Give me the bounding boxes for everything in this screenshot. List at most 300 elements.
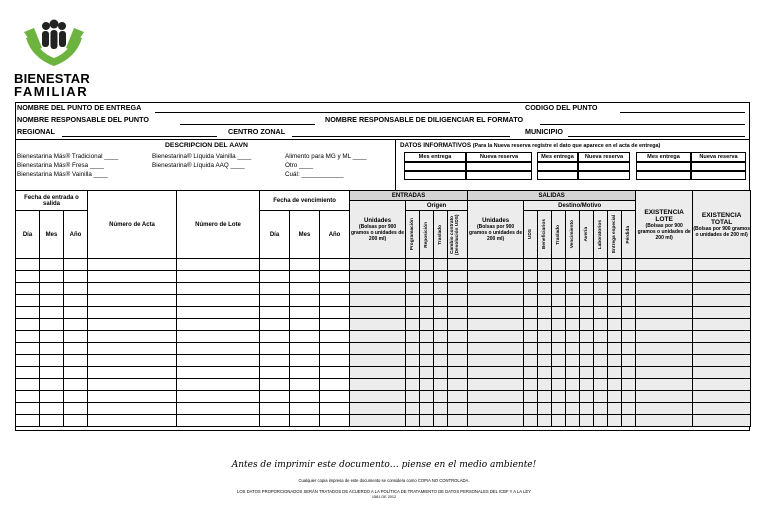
table-cell[interactable]	[580, 331, 594, 343]
mes-entrega-cell[interactable]	[636, 162, 691, 171]
table-cell[interactable]	[177, 379, 260, 391]
table-cell[interactable]	[622, 391, 636, 403]
mes-entrega-cell[interactable]	[404, 171, 466, 180]
table-cell[interactable]	[524, 319, 538, 331]
aavn-item[interactable]: Bienestarina Más® Vainilla ____	[17, 171, 108, 178]
table-cell[interactable]	[16, 319, 40, 331]
table-cell[interactable]	[636, 319, 693, 331]
table-cell[interactable]	[552, 367, 566, 379]
table-cell[interactable]	[434, 307, 448, 319]
table-cell[interactable]	[594, 283, 608, 295]
table-cell[interactable]	[177, 415, 260, 427]
table-cell[interactable]	[448, 307, 468, 319]
table-cell[interactable]	[566, 319, 580, 331]
table-cell[interactable]	[448, 355, 468, 367]
table-cell[interactable]	[538, 391, 552, 403]
table-cell[interactable]	[350, 355, 406, 367]
table-cell[interactable]	[594, 355, 608, 367]
table-cell[interactable]	[88, 271, 177, 283]
table-cell[interactable]	[88, 283, 177, 295]
table-cell[interactable]	[693, 367, 751, 379]
table-cell[interactable]	[524, 259, 538, 271]
table-cell[interactable]	[524, 367, 538, 379]
table-cell[interactable]	[88, 367, 177, 379]
table-cell[interactable]	[636, 307, 693, 319]
table-cell[interactable]	[177, 355, 260, 367]
table-cell[interactable]	[566, 391, 580, 403]
table-cell[interactable]	[566, 355, 580, 367]
regional-field[interactable]	[62, 136, 217, 137]
table-cell[interactable]	[406, 415, 420, 427]
table-cell[interactable]	[434, 319, 448, 331]
table-cell[interactable]	[40, 367, 64, 379]
table-cell[interactable]	[608, 331, 622, 343]
table-cell[interactable]	[40, 403, 64, 415]
table-cell[interactable]	[260, 271, 290, 283]
table-cell[interactable]	[177, 295, 260, 307]
table-cell[interactable]	[64, 415, 88, 427]
table-cell[interactable]	[693, 271, 751, 283]
table-cell[interactable]	[406, 355, 420, 367]
table-cell[interactable]	[693, 319, 751, 331]
table-cell[interactable]	[350, 319, 406, 331]
table-cell[interactable]	[350, 307, 406, 319]
table-cell[interactable]	[636, 403, 693, 415]
table-cell[interactable]	[406, 391, 420, 403]
table-cell[interactable]	[260, 259, 290, 271]
table-cell[interactable]	[290, 391, 320, 403]
table-cell[interactable]	[64, 343, 88, 355]
table-cell[interactable]	[64, 259, 88, 271]
table-cell[interactable]	[434, 403, 448, 415]
table-cell[interactable]	[622, 307, 636, 319]
table-cell[interactable]	[622, 283, 636, 295]
table-cell[interactable]	[580, 295, 594, 307]
table-cell[interactable]	[594, 343, 608, 355]
table-cell[interactable]	[290, 295, 320, 307]
table-cell[interactable]	[350, 295, 406, 307]
table-cell[interactable]	[420, 259, 434, 271]
table-cell[interactable]	[88, 379, 177, 391]
table-cell[interactable]	[88, 331, 177, 343]
table-cell[interactable]	[40, 379, 64, 391]
table-cell[interactable]	[693, 307, 751, 319]
table-cell[interactable]	[538, 355, 552, 367]
table-cell[interactable]	[622, 319, 636, 331]
table-cell[interactable]	[538, 367, 552, 379]
table-cell[interactable]	[622, 379, 636, 391]
table-cell[interactable]	[88, 355, 177, 367]
mes-entrega-cell[interactable]	[537, 171, 578, 180]
table-cell[interactable]	[350, 379, 406, 391]
table-cell[interactable]	[434, 331, 448, 343]
table-cell[interactable]	[468, 379, 524, 391]
table-cell[interactable]	[64, 283, 88, 295]
table-cell[interactable]	[177, 307, 260, 319]
table-cell[interactable]	[434, 295, 448, 307]
table-cell[interactable]	[177, 331, 260, 343]
table-cell[interactable]	[636, 343, 693, 355]
table-cell[interactable]	[40, 307, 64, 319]
table-cell[interactable]	[580, 355, 594, 367]
table-cell[interactable]	[636, 271, 693, 283]
table-cell[interactable]	[290, 319, 320, 331]
table-cell[interactable]	[566, 403, 580, 415]
table-cell[interactable]	[468, 283, 524, 295]
table-cell[interactable]	[260, 319, 290, 331]
table-cell[interactable]	[594, 319, 608, 331]
table-cell[interactable]	[420, 343, 434, 355]
table-cell[interactable]	[420, 283, 434, 295]
table-cell[interactable]	[538, 259, 552, 271]
table-cell[interactable]	[622, 295, 636, 307]
table-cell[interactable]	[693, 343, 751, 355]
table-cell[interactable]	[406, 271, 420, 283]
responsable-formato-field[interactable]	[540, 124, 745, 125]
table-cell[interactable]	[622, 343, 636, 355]
nueva-reserva-cell[interactable]	[466, 171, 532, 180]
table-cell[interactable]	[177, 283, 260, 295]
table-cell[interactable]	[320, 259, 350, 271]
table-cell[interactable]	[608, 343, 622, 355]
table-cell[interactable]	[88, 319, 177, 331]
responsable-punto-field[interactable]	[180, 124, 315, 125]
table-cell[interactable]	[64, 355, 88, 367]
table-cell[interactable]	[594, 379, 608, 391]
table-cell[interactable]	[320, 355, 350, 367]
table-cell[interactable]	[594, 271, 608, 283]
table-cell[interactable]	[350, 403, 406, 415]
table-cell[interactable]	[420, 307, 434, 319]
table-cell[interactable]	[608, 307, 622, 319]
table-cell[interactable]	[16, 367, 40, 379]
table-cell[interactable]	[538, 307, 552, 319]
table-cell[interactable]	[524, 295, 538, 307]
table-cell[interactable]	[448, 343, 468, 355]
table-cell[interactable]	[64, 295, 88, 307]
table-cell[interactable]	[608, 403, 622, 415]
table-cell[interactable]	[260, 343, 290, 355]
table-cell[interactable]	[566, 283, 580, 295]
aavn-item[interactable]: Bienestarina® Líquida AAQ ____	[152, 162, 245, 169]
table-cell[interactable]	[420, 355, 434, 367]
table-cell[interactable]	[40, 391, 64, 403]
table-cell[interactable]	[16, 271, 40, 283]
table-cell[interactable]	[88, 415, 177, 427]
table-cell[interactable]	[448, 319, 468, 331]
table-cell[interactable]	[260, 295, 290, 307]
table-cell[interactable]	[16, 379, 40, 391]
table-cell[interactable]	[260, 367, 290, 379]
table-cell[interactable]	[40, 343, 64, 355]
table-cell[interactable]	[320, 319, 350, 331]
table-cell[interactable]	[434, 283, 448, 295]
table-cell[interactable]	[566, 331, 580, 343]
table-cell[interactable]	[566, 259, 580, 271]
table-cell[interactable]	[580, 343, 594, 355]
table-cell[interactable]	[524, 379, 538, 391]
table-cell[interactable]	[320, 283, 350, 295]
table-cell[interactable]	[16, 343, 40, 355]
table-cell[interactable]	[594, 415, 608, 427]
aavn-item[interactable]: Alimento para MG y ML ____	[285, 153, 367, 160]
table-cell[interactable]	[580, 367, 594, 379]
table-cell[interactable]	[580, 307, 594, 319]
table-cell[interactable]	[693, 283, 751, 295]
nueva-reserva-cell[interactable]	[691, 171, 746, 180]
table-cell[interactable]	[350, 271, 406, 283]
table-cell[interactable]	[177, 271, 260, 283]
table-cell[interactable]	[88, 259, 177, 271]
nueva-reserva-cell[interactable]	[578, 162, 630, 171]
mes-entrega-cell[interactable]	[537, 162, 578, 171]
table-cell[interactable]	[290, 283, 320, 295]
table-cell[interactable]	[622, 259, 636, 271]
table-cell[interactable]	[636, 283, 693, 295]
table-cell[interactable]	[468, 331, 524, 343]
table-cell[interactable]	[64, 307, 88, 319]
table-cell[interactable]	[538, 271, 552, 283]
table-cell[interactable]	[40, 415, 64, 427]
table-cell[interactable]	[320, 367, 350, 379]
table-cell[interactable]	[40, 331, 64, 343]
table-cell[interactable]	[608, 367, 622, 379]
table-cell[interactable]	[350, 283, 406, 295]
table-cell[interactable]	[693, 391, 751, 403]
table-cell[interactable]	[580, 403, 594, 415]
table-cell[interactable]	[468, 319, 524, 331]
table-cell[interactable]	[420, 391, 434, 403]
table-cell[interactable]	[88, 403, 177, 415]
table-cell[interactable]	[594, 295, 608, 307]
table-cell[interactable]	[594, 403, 608, 415]
table-cell[interactable]	[434, 259, 448, 271]
table-cell[interactable]	[320, 307, 350, 319]
table-cell[interactable]	[608, 319, 622, 331]
table-cell[interactable]	[552, 391, 566, 403]
mes-entrega-cell[interactable]	[404, 162, 466, 171]
table-cell[interactable]	[693, 259, 751, 271]
table-cell[interactable]	[448, 283, 468, 295]
table-cell[interactable]	[16, 295, 40, 307]
table-cell[interactable]	[406, 307, 420, 319]
table-cell[interactable]	[538, 283, 552, 295]
table-cell[interactable]	[177, 343, 260, 355]
table-cell[interactable]	[448, 415, 468, 427]
table-cell[interactable]	[524, 391, 538, 403]
table-cell[interactable]	[290, 331, 320, 343]
table-cell[interactable]	[420, 295, 434, 307]
table-cell[interactable]	[16, 391, 40, 403]
table-cell[interactable]	[566, 415, 580, 427]
table-cell[interactable]	[622, 355, 636, 367]
table-cell[interactable]	[260, 379, 290, 391]
table-cell[interactable]	[260, 355, 290, 367]
table-cell[interactable]	[468, 271, 524, 283]
table-cell[interactable]	[290, 355, 320, 367]
table-cell[interactable]	[420, 415, 434, 427]
table-cell[interactable]	[420, 379, 434, 391]
table-cell[interactable]	[420, 331, 434, 343]
table-cell[interactable]	[468, 391, 524, 403]
table-cell[interactable]	[260, 283, 290, 295]
table-cell[interactable]	[538, 379, 552, 391]
table-cell[interactable]	[40, 319, 64, 331]
table-cell[interactable]	[693, 379, 751, 391]
table-cell[interactable]	[594, 367, 608, 379]
table-cell[interactable]	[552, 295, 566, 307]
aavn-item[interactable]: Bienestarina® Líquida Vainilla ____	[152, 153, 252, 160]
table-cell[interactable]	[636, 355, 693, 367]
table-cell[interactable]	[524, 403, 538, 415]
table-cell[interactable]	[580, 283, 594, 295]
table-cell[interactable]	[693, 355, 751, 367]
table-cell[interactable]	[524, 415, 538, 427]
aavn-item[interactable]: Bienestarina Más® Tradicional ____	[17, 153, 119, 160]
table-cell[interactable]	[538, 331, 552, 343]
table-cell[interactable]	[420, 403, 434, 415]
table-cell[interactable]	[350, 391, 406, 403]
table-cell[interactable]	[448, 379, 468, 391]
table-cell[interactable]	[177, 403, 260, 415]
table-cell[interactable]	[350, 343, 406, 355]
table-cell[interactable]	[320, 415, 350, 427]
table-cell[interactable]	[420, 271, 434, 283]
table-cell[interactable]	[290, 343, 320, 355]
table-cell[interactable]	[290, 403, 320, 415]
table-cell[interactable]	[88, 307, 177, 319]
table-cell[interactable]	[88, 295, 177, 307]
table-cell[interactable]	[16, 331, 40, 343]
table-cell[interactable]	[594, 391, 608, 403]
table-cell[interactable]	[580, 259, 594, 271]
table-cell[interactable]	[320, 391, 350, 403]
table-cell[interactable]	[16, 355, 40, 367]
table-cell[interactable]	[608, 259, 622, 271]
table-cell[interactable]	[64, 331, 88, 343]
table-cell[interactable]	[40, 271, 64, 283]
table-cell[interactable]	[580, 271, 594, 283]
punto-entrega-field[interactable]	[155, 112, 510, 113]
municipio-field[interactable]	[568, 136, 745, 137]
table-cell[interactable]	[40, 259, 64, 271]
table-cell[interactable]	[320, 331, 350, 343]
table-cell[interactable]	[434, 271, 448, 283]
nueva-reserva-cell[interactable]	[578, 171, 630, 180]
table-cell[interactable]	[290, 379, 320, 391]
table-cell[interactable]	[290, 367, 320, 379]
table-cell[interactable]	[608, 295, 622, 307]
table-cell[interactable]	[622, 271, 636, 283]
table-cell[interactable]	[290, 415, 320, 427]
table-cell[interactable]	[580, 319, 594, 331]
table-cell[interactable]	[16, 307, 40, 319]
table-cell[interactable]	[636, 379, 693, 391]
table-cell[interactable]	[350, 367, 406, 379]
table-cell[interactable]	[552, 307, 566, 319]
table-cell[interactable]	[608, 283, 622, 295]
table-cell[interactable]	[260, 307, 290, 319]
table-cell[interactable]	[290, 307, 320, 319]
table-cell[interactable]	[538, 415, 552, 427]
table-cell[interactable]	[622, 403, 636, 415]
table-cell[interactable]	[524, 331, 538, 343]
table-cell[interactable]	[434, 391, 448, 403]
table-cell[interactable]	[538, 319, 552, 331]
table-cell[interactable]	[290, 259, 320, 271]
table-cell[interactable]	[434, 367, 448, 379]
table-cell[interactable]	[177, 367, 260, 379]
table-cell[interactable]	[260, 391, 290, 403]
table-cell[interactable]	[693, 403, 751, 415]
table-cell[interactable]	[16, 283, 40, 295]
table-cell[interactable]	[552, 319, 566, 331]
table-cell[interactable]	[448, 259, 468, 271]
table-cell[interactable]	[320, 379, 350, 391]
table-cell[interactable]	[693, 295, 751, 307]
table-cell[interactable]	[608, 271, 622, 283]
table-cell[interactable]	[622, 415, 636, 427]
table-cell[interactable]	[566, 271, 580, 283]
table-cell[interactable]	[524, 307, 538, 319]
codigo-punto-field[interactable]	[620, 112, 745, 113]
table-cell[interactable]	[448, 295, 468, 307]
table-cell[interactable]	[552, 331, 566, 343]
table-cell[interactable]	[468, 343, 524, 355]
table-cell[interactable]	[594, 307, 608, 319]
table-cell[interactable]	[693, 415, 751, 427]
nueva-reserva-cell[interactable]	[691, 162, 746, 171]
aavn-item[interactable]: Otro ____	[285, 162, 314, 169]
table-cell[interactable]	[608, 379, 622, 391]
table-cell[interactable]	[566, 367, 580, 379]
table-cell[interactable]	[468, 259, 524, 271]
table-cell[interactable]	[320, 403, 350, 415]
table-cell[interactable]	[420, 319, 434, 331]
table-cell[interactable]	[406, 379, 420, 391]
table-cell[interactable]	[622, 331, 636, 343]
table-cell[interactable]	[552, 259, 566, 271]
table-cell[interactable]	[608, 355, 622, 367]
table-cell[interactable]	[468, 295, 524, 307]
table-cell[interactable]	[16, 403, 40, 415]
table-cell[interactable]	[64, 403, 88, 415]
table-cell[interactable]	[566, 343, 580, 355]
table-cell[interactable]	[64, 391, 88, 403]
table-cell[interactable]	[40, 355, 64, 367]
mes-entrega-cell[interactable]	[636, 171, 691, 180]
table-cell[interactable]	[320, 271, 350, 283]
table-cell[interactable]	[448, 403, 468, 415]
table-cell[interactable]	[636, 415, 693, 427]
table-cell[interactable]	[608, 391, 622, 403]
table-cell[interactable]	[580, 379, 594, 391]
table-cell[interactable]	[580, 415, 594, 427]
table-cell[interactable]	[580, 391, 594, 403]
aavn-item[interactable]: Bienestarina Más® Fresa ____	[17, 162, 104, 169]
table-cell[interactable]	[16, 259, 40, 271]
table-cell[interactable]	[448, 271, 468, 283]
table-cell[interactable]	[290, 271, 320, 283]
table-cell[interactable]	[64, 367, 88, 379]
table-cell[interactable]	[260, 403, 290, 415]
table-cell[interactable]	[468, 403, 524, 415]
table-cell[interactable]	[260, 331, 290, 343]
table-cell[interactable]	[406, 367, 420, 379]
table-cell[interactable]	[552, 379, 566, 391]
table-cell[interactable]	[448, 331, 468, 343]
table-cell[interactable]	[538, 295, 552, 307]
